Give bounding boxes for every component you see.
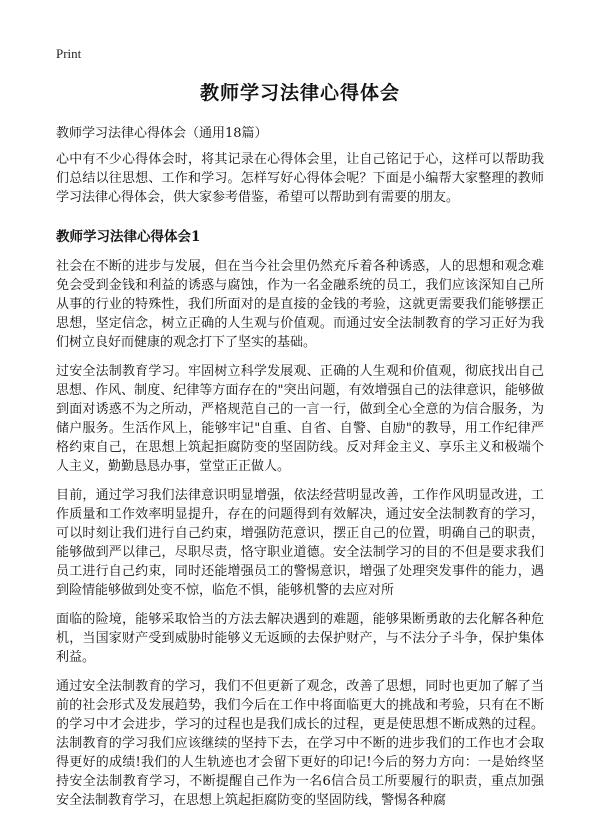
body-paragraph: 目前，通过学习我们法律意识明显增强，依法经营明显改善，工作作风明显改进，工作质量和工作效率明显提升，存在的问题得到有效解决，通过安全法制教育的学习，可以时刻让我们进行自己约束，增强防范意识，摆正自己的位置，明确自己的职责，能够做到严以律己，尽职尽责，恪守职业道德。安全法制学习的目的不但是要求我们员工进行自己约束，同时还能增强员工的警惕意识，增强了处理突发事件的能力，遇到险情能够做到处变不惊，临危不惧，能够机警的去应对所 bbox=[56, 488, 544, 598]
document-title: 教师学习法律心得体会 bbox=[199, 82, 400, 104]
body-paragraph: 社会在不断的进步与发展，但在当今社会里仍然充斥着各种诱惑，人的思想和观念难免会受到金钱和利益的诱惑与腐蚀，作为一名金融系统的员工，我们应该深知自己所从事的行业的特殊性，我们所面对的是直接的金钱的考验，这就更需要我们能够摆正思想，坚定信念，树立正确的人生观与价值观。而通过安全法制教育的学习正好为我们树立良好而健康的观念打下了坚实的基础。 bbox=[56, 259, 544, 350]
body-paragraph: 过安全法制教育学习。牢固树立科学发展观、正确的人生观和价值观，彻底找出自己思想、作风、制度、纪律等方面存在的"突出问题，有效增强自己的法律意识，能够做到面对诱惑不为之所动，严格规范自己的一言一行，做到全心全意的为信合服务，为储户服务。生活作风上，能够牢记"自重、自省、自警、自励"的教导，用工作纪律严格约束自己，在思想上筑起拒腐防变的坚固防线。反对拜金主义、享乐主义和极端个人主义，勤勤恳恳办事，堂堂正正做人。 bbox=[56, 364, 544, 474]
intro-paragraph: 心中有不少心得体会时，将其记录在心得体会里，让自己铭记于心，这样可以帮助我们总结以往思想、工作和学习。怎样写好心得体会呢？下面是小编帮大家整理的教师学习法律心得体会，供大家参考借鉴，希望可以帮助到有需要的朋友。 bbox=[56, 152, 544, 205]
document-subtitle: 教师学习法律心得体会（通用18篇） bbox=[56, 126, 268, 141]
section-heading: 教师学习法律心得体会1 bbox=[56, 229, 201, 245]
print-label[interactable]: Print bbox=[56, 46, 82, 61]
document-body bbox=[56, 150, 544, 820]
body-paragraph: 面临的险境，能够采取恰当的方法去解决遇到的难题，能够果断勇敢的去化解各种危机，当国家财产受到威胁时能够义无返顾的去保护财产，与不法分子斗争，保护集体利益。 bbox=[56, 612, 544, 665]
body-paragraph: 通过安全法制教育的学习，我们不但更新了观念，改善了思想，同时也更加了解了当前的社会形式及发展趋势，我们今后在工作中将面临更大的挑战和考验，只有在不断的学习中才会进步，学习的过程也是我们成长的过程，更是使思想不断成熟的过程。法制教育的学习我们应该继续的坚持下去，在学习中不断的进步我们的工作也才会取得更好的成绩!我们的人生轨迹也才会留下更好的印记!今后的努力方向：一是始终坚持安全法制教育学习，不断提醒自己作为一名6信合员工所要履行的职责，重点加强安全法制教育学习，在思想上筑起拒腐防变的坚固防线，警惕各种腐 bbox=[56, 679, 544, 808]
